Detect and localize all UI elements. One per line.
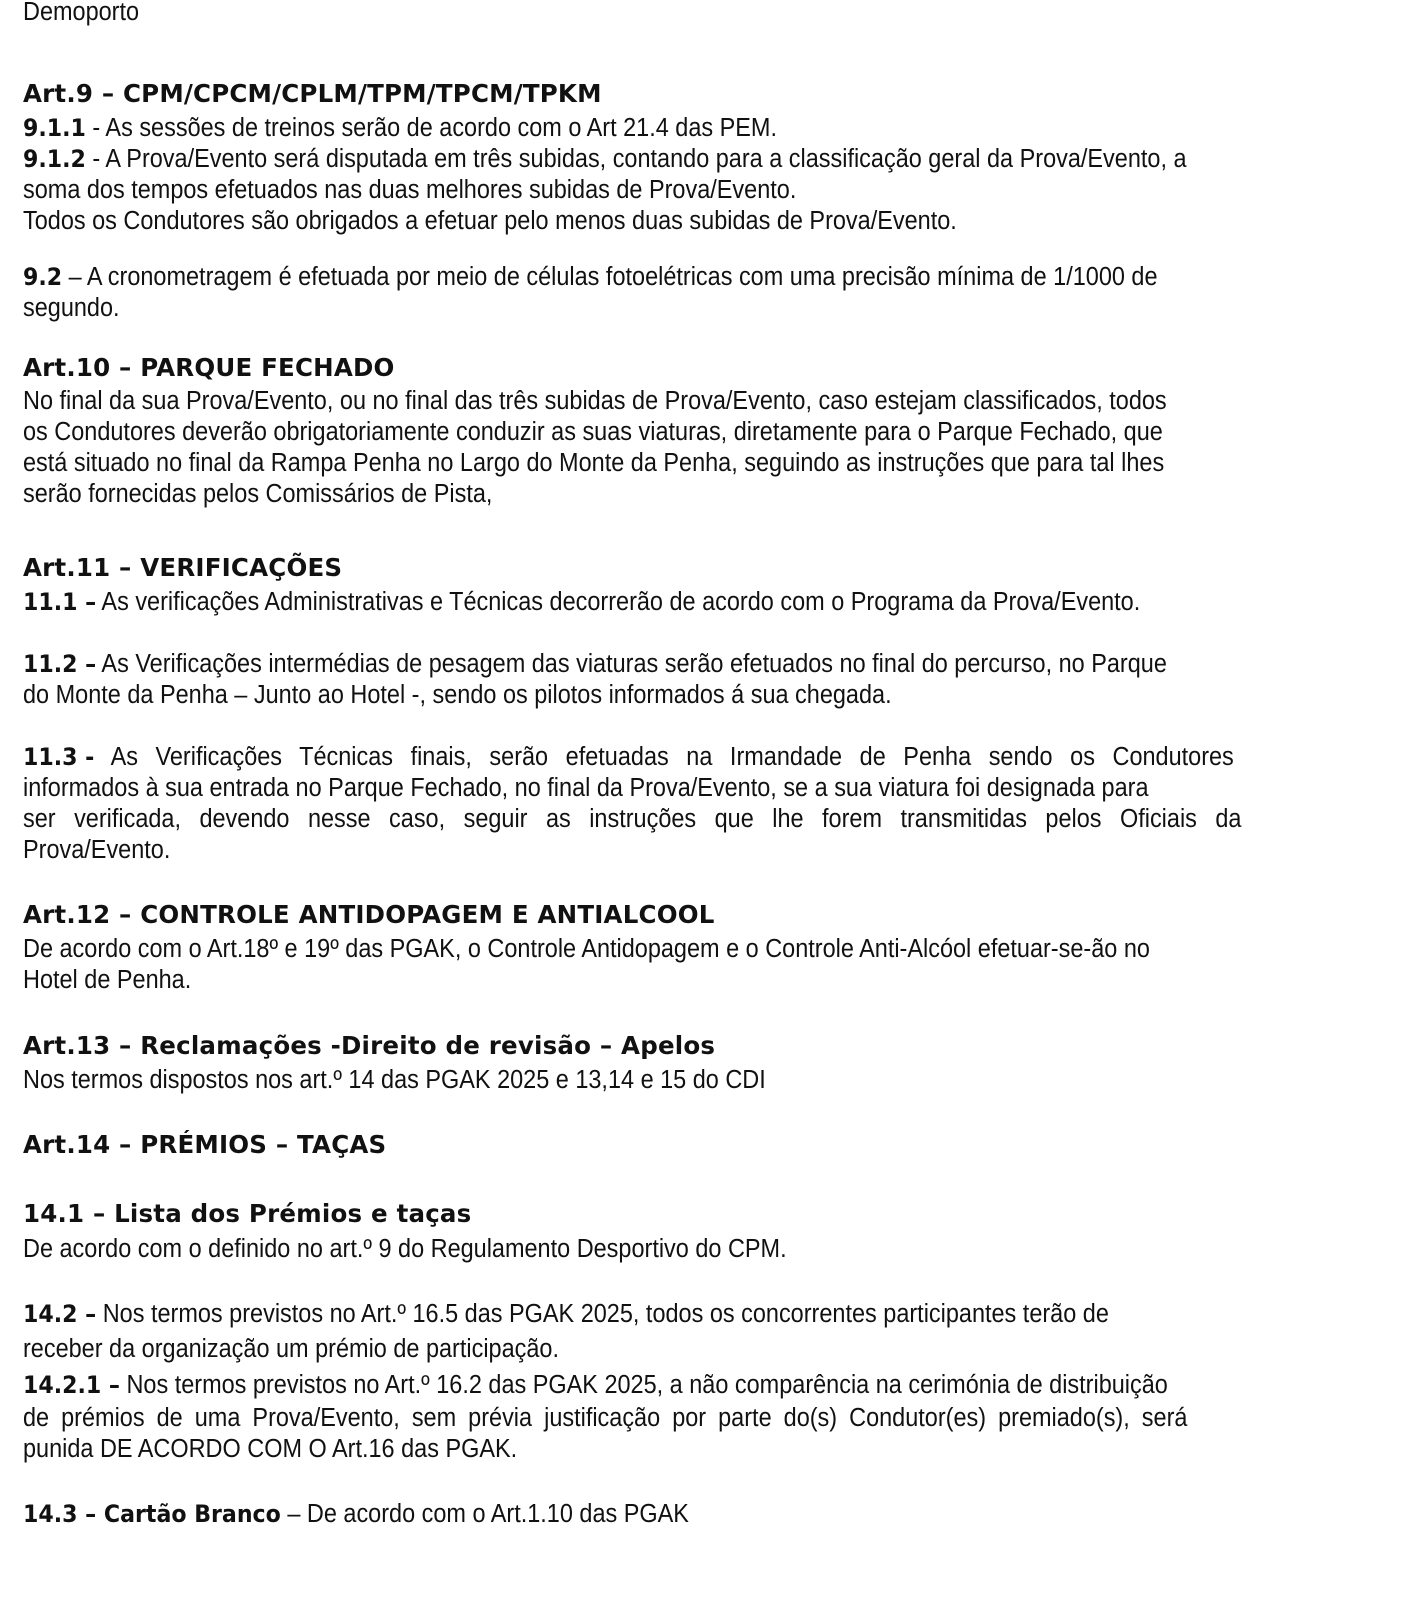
art11-heading: Art.11 – VERIFICAÇÕES [23, 553, 343, 582]
paragraph-14-3 [23, 1498, 689, 1530]
paragraph-9-1-2-line2: soma dos tempos efetuados nas duas melhores subidas de Prova/Evento. [23, 176, 797, 204]
art12-line2: Hotel de Penha. [23, 966, 192, 994]
label-14-2-1: 14.2.1 – [23, 1371, 120, 1399]
paragraph-11-1 [23, 586, 1140, 618]
label-11-2: 11.2 – [23, 650, 97, 678]
paragraph-9-1-2-line3: Todos os Condutores são obrigados a efetuar pelo menos duas subidas de Prova/Evento. [23, 207, 957, 235]
paragraph-14-2-line2: receber da organização um prémio de participação. [23, 1335, 559, 1363]
art10-line: serão fornecidas pelos Comissários de Pista, [23, 480, 493, 508]
text-11-1: As verificações Administrativas e Técnicas decorrerão de acordo com o Programa da Prova/Evento. [96, 588, 1141, 616]
art13-heading: Art.13 – Reclamações -Direito de revisão – Apelos [23, 1031, 716, 1060]
label-9-2: 9.2 [23, 263, 63, 291]
label-11-3: 11.3 - [23, 743, 95, 771]
paragraph-14-2-line1 [23, 1298, 1109, 1330]
paragraph-11-2-line2: do Monte da Penha – Junto ao Hotel -, sendo os pilotos informados á sua chegada. [23, 681, 892, 709]
paragraph-9-2-line2: segundo. [23, 294, 120, 322]
art10-line: os Condutores deverão obrigatoriamente conduzir as suas viaturas, diretamente para o Parque Fechado, que [23, 418, 1163, 446]
art9-heading: Art.9 – CPM/CPCM/CPLM/TPM/TPCM/TPKM [23, 79, 602, 108]
paragraph-11-3-line1 [23, 741, 1234, 773]
paragraph-14-2-1-line1 [23, 1369, 1168, 1401]
art12-heading: Art.12 – CONTROLE ANTIDOPAGEM E ANTIALCOOL [23, 900, 715, 929]
text-14-2: Nos termos previstos no Art.º 16.5 das PGAK 2025, todos os concorrentes participantes terão de [96, 1300, 1109, 1328]
paragraph-9-2-line1 [23, 261, 1158, 293]
paragraph-9-1-1 [23, 112, 777, 144]
art13-line1: Nos termos dispostos nos art.º 14 das PGAK 2025 e 13,14 e 15 do CDI [23, 1066, 766, 1094]
art10-line: No final da sua Prova/Evento, ou no final das três subidas de Prova/Evento, caso estejam classificados, todos [23, 387, 1167, 415]
art10-line: está situado no final da Rampa Penha no Largo do Monte da Penha, seguindo as instruções que para tal lhes [23, 449, 1165, 477]
art14-1-text: De acordo com o definido no art.º 9 do Regulamento Desportivo do CPM. [23, 1235, 787, 1263]
art14-heading: Art.14 – PRÉMIOS – TAÇAS [23, 1130, 387, 1159]
text-9-2: – A cronometragem é efetuada por meio de células fotoelétricas com uma precisão mínima de 1/1000 de [62, 263, 1158, 291]
text-9-1-2: - A Prova/Evento será disputada em três subidas, contando para a classificação geral da Prova/Evento, a [85, 145, 1187, 173]
art14-1-heading: 14.1 – Lista dos Prémios e taças [23, 1199, 472, 1228]
label-9-1-1: 9.1.1 [23, 114, 86, 142]
label-14-2: 14.2 – [23, 1300, 97, 1328]
art10-heading: Art.10 – PARQUE FECHADO [23, 353, 395, 382]
label-14-3: 14.3 – Cartão Branco [23, 1500, 281, 1528]
paragraph-14-2-1-line2: de prémios de uma Prova/Evento, sem prévia justificação por parte do(s) Condutor(es) premiado(s), será [23, 1404, 1188, 1432]
paragraph-11-3-line4: Prova/Evento. [23, 836, 171, 864]
label-9-1-2: 9.1.2 [23, 145, 86, 173]
paragraph-11-3-line2: informados à sua entrada no Parque Fechado, no final da Prova/Evento, se a sua viatura foi designada para [23, 774, 1149, 802]
paragraph-11-3-line3: ser verificada, devendo nesse caso, seguir as instruções que lhe forem transmitidas pelos Oficiais da [23, 805, 1242, 833]
paragraph-9-1-2-line1 [23, 143, 1187, 175]
label-11-1: 11.1 – [23, 588, 97, 616]
text-9-1-1: - As sessões de treinos serão de acordo com o Art 21.4 das PEM. [85, 114, 777, 142]
paragraph-14-2-1-line3: punida DE ACORDO COM O Art.16 das PGAK. [23, 1435, 518, 1463]
text-14-2-1: Nos termos previstos no Art.º 16.2 das PGAK 2025, a não comparência na cerimónia de distribuição [119, 1371, 1168, 1399]
text-11-2: As Verificações intermédias de pesagem das viaturas serão efetuados no final do percurso, no Parque [96, 650, 1167, 678]
art12-line1: De acordo com o Art.18º e 19º das PGAK, o Controle Antidopagem e o Controle Anti-Alcóol efetuar-se-ão no [23, 935, 1150, 963]
text-11-3: As Verificações Técnicas finais, serão efetuadas na Irmandade de Penha sendo os Condutores [94, 743, 1234, 771]
text-14-3: – De acordo com o Art.1.10 das PGAK [280, 1500, 689, 1528]
paragraph-11-2-line1 [23, 648, 1167, 680]
header-text: Demoporto [23, 0, 140, 26]
